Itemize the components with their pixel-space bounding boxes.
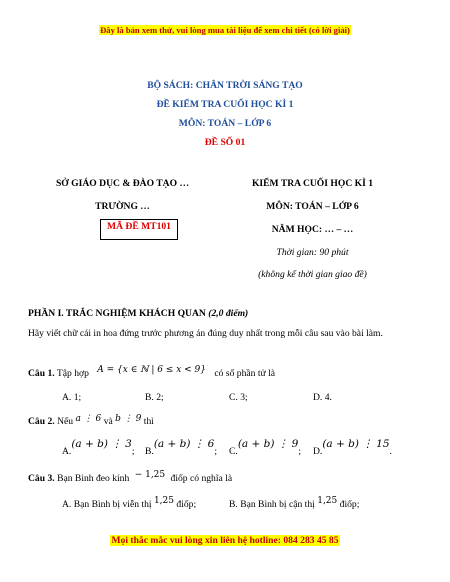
q3-option-a-unit: điốp; — [176, 499, 197, 510]
book-series-title: BỘ SÁCH: CHÂN TRỜI SÁNG TẠO — [147, 80, 303, 91]
q1-option-c: C. 3; — [229, 392, 248, 403]
school-year: NĂM HỌC: … – … — [271, 224, 354, 235]
duration-note: (không kể thời gian giao đề) — [258, 269, 367, 280]
question-1-label: Câu 1. — [28, 368, 55, 379]
exam-number: ĐỀ SỐ 01 — [204, 137, 246, 148]
q2-option-c-formula: (a + b) ⋮ 9 — [237, 438, 299, 450]
preview-notice-text: Đây là bản xem thử, vui lòng mua tài liệu để xem chi tiết (có lời giải) — [100, 25, 350, 35]
q2-option-c-letter: C. — [229, 446, 238, 457]
q2-option-a — [62, 438, 135, 457]
q2-option-a-end: ; — [131, 446, 135, 457]
q3-option-b-text: B. Bạn Bình bị cận thị — [229, 499, 315, 510]
exam-subject: MÔN: TOÁN – LỚP 6 — [266, 201, 359, 212]
q3-option-a-text: A. Bạn Bình bị viễn thị — [62, 499, 152, 510]
school-label: TRƯỜNG … — [95, 201, 150, 212]
question-2-label: Câu 2. — [28, 416, 55, 427]
question-1-text-end: có số phần tử là — [214, 368, 276, 379]
part1-points: (2,0 điểm) — [208, 308, 249, 319]
exam-title: ĐỀ KIỂM TRA CUỐI HỌC KÌ 1 — [156, 99, 294, 110]
q1-option-b: B. 2; — [145, 392, 164, 403]
exam-code-box — [100, 219, 178, 240]
q3-option-b-value: 1,25 — [317, 496, 338, 506]
part1-heading — [28, 308, 428, 319]
q2-option-d-formula: (a + b) ⋮ 15 — [322, 438, 390, 450]
question-3-text: Bạn Bình đeo kính — [57, 473, 130, 484]
q1-option-a: A. 1; — [62, 392, 82, 403]
question-3 — [28, 470, 233, 484]
department-label: SỞ GIÁO DỤC & ĐÀO TẠO … — [55, 178, 190, 189]
q3-option-b-unit: điốp; — [339, 499, 360, 510]
q2-option-b — [145, 438, 217, 457]
hotline-notice — [0, 535, 450, 546]
part1-instruction: Hãy viết chữ cái in hoa đứng trước phương án đúng duy nhất trong mỗi câu sau vào bài làm. — [28, 328, 383, 339]
q2-option-c — [229, 438, 301, 457]
exam-duration: Thời gian: 90 phút — [276, 247, 349, 258]
q2-option-a-letter: A. — [62, 446, 72, 457]
question-2-and: và — [103, 416, 113, 427]
q2-option-d-end: . — [389, 446, 392, 457]
question-2-cond-a: a ⋮ 6 — [75, 414, 102, 424]
question-2 — [28, 416, 154, 427]
q2-option-b-formula: (a + b) ⋮ 6 — [153, 438, 215, 450]
q2-option-b-letter: B. — [145, 446, 154, 457]
q2-option-d — [313, 438, 392, 457]
q2-option-c-end: ; — [298, 446, 301, 457]
q2-option-a-formula: (a + b) ⋮ 3 — [71, 438, 132, 450]
q3-option-b — [229, 496, 360, 510]
q3-option-a — [62, 496, 197, 510]
q1-option-d: D. 4. — [313, 392, 332, 403]
exam-heading: KIỂM TRA CUỐI HỌC KÌ 1 — [251, 178, 374, 189]
subject-title: MÔN: TOÁN – LỚP 6 — [178, 118, 272, 129]
q3-option-a-value: 1,25 — [153, 496, 174, 506]
question-1 — [28, 365, 276, 379]
question-2-then: thì — [143, 416, 154, 427]
q2-option-b-end: ; — [214, 446, 217, 457]
question-2-cond-b: b ⋮ 9 — [115, 414, 142, 424]
question-3-value: − 1,25 — [134, 470, 166, 480]
question-3-text-end: điốp có nghĩa là — [170, 473, 233, 484]
exam-code: MÃ ĐỀ MT101 — [107, 221, 171, 232]
question-3-label: Câu 3. — [28, 473, 55, 484]
hotline-notice-text: Mọi thắc mắc vui lòng xin liên hệ hotline: 084 283 45 85 — [111, 535, 339, 546]
question-1-formula: A = {x ∈ ℕ | 6 ≤ x < 9} — [97, 365, 206, 375]
preview-notice — [0, 25, 450, 35]
question-1-text: Tập hợp — [56, 368, 89, 379]
question-2-if: Nếu — [57, 416, 74, 427]
part1-title: PHẦN I. TRẮC NGHIỆM KHÁCH QUAN — [28, 308, 206, 319]
q2-option-d-letter: D. — [313, 446, 323, 457]
